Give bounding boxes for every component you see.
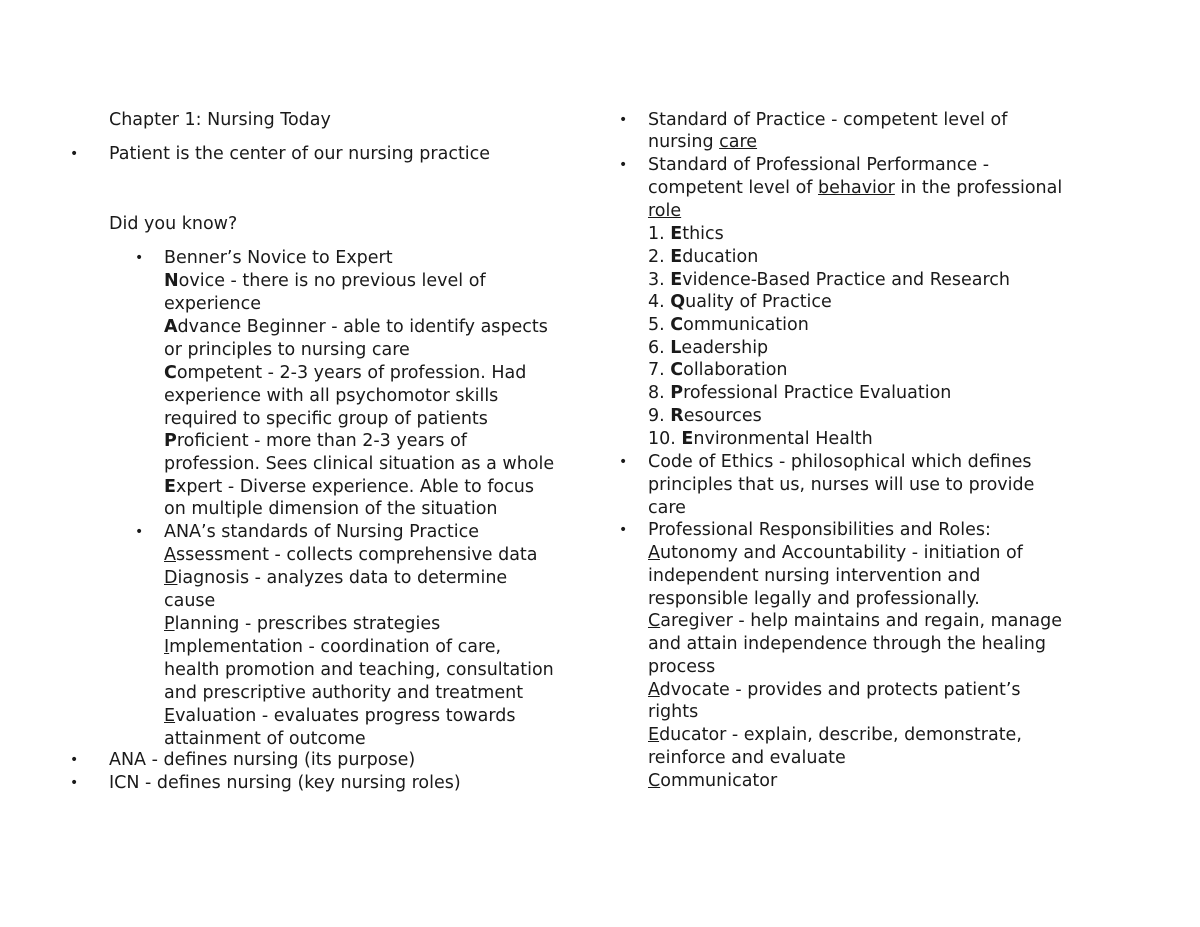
ana-implementation-cont: health promotion and teaching, consultation: [164, 660, 554, 680]
benner-competent-cont2: required to specific group of patients: [164, 409, 488, 429]
ana-implementation-cont2: and prescriptive authority and treatment: [164, 683, 524, 703]
ana-assessment: Assessment - collects comprehensive data: [164, 545, 538, 565]
code-of-ethics: Code of Ethics - philosophical which defines: [648, 452, 1032, 472]
role-caregiver-cont: and attain independence through the healing: [648, 634, 1046, 654]
patient-center-item: Patient is the center of our nursing practice: [109, 144, 491, 164]
role-autonomy-cont: independent nursing intervention and: [648, 566, 981, 586]
bullet-icon: •: [70, 146, 79, 162]
list-item: 9. Resources: [648, 406, 762, 426]
bullet-icon: •: [619, 454, 628, 470]
benner-expert: Expert - Diverse experience. Able to focus: [164, 477, 535, 497]
standard-professional-performance-cont: competent level of behavior in the professional: [648, 178, 1063, 198]
ana-planning: Planning - prescribes strategies: [164, 614, 441, 634]
bullet-icon: •: [619, 157, 628, 173]
role-caregiver-cont2: process: [648, 657, 716, 677]
ana-diagnosis: Diagnosis - analyzes data to determine: [164, 568, 508, 588]
role-advocate-cont: rights: [648, 702, 699, 722]
role-communicator: Communicator: [648, 771, 778, 791]
list-item: 6. Leadership: [648, 338, 769, 358]
professional-roles-title: Professional Responsibilities and Roles:: [648, 520, 991, 540]
list-item: 2. Education: [648, 247, 759, 267]
ana-diagnosis-cont: cause: [164, 591, 216, 611]
list-item: 7. Collaboration: [648, 360, 788, 380]
list-item: 8. Professional Practice Evaluation: [648, 383, 952, 403]
bullet-icon: •: [619, 112, 628, 128]
ana-implementation: Implementation - coordination of care,: [164, 637, 502, 657]
standard-professional-performance-cont2: role: [648, 201, 682, 221]
benner-competent: Competent - 2-3 years of profession. Had: [164, 363, 527, 383]
code-of-ethics-cont: principles that us, nurses will use to provide: [648, 475, 1035, 495]
role-advocate: Advocate - provides and protects patient’s: [648, 680, 1021, 700]
benner-competent-cont: experience with all psychomotor skills: [164, 386, 499, 406]
benner-novice: Novice - there is no previous level of: [164, 271, 486, 291]
bullet-icon: •: [70, 752, 79, 768]
benner-advance-cont: or principles to nursing care: [164, 340, 410, 360]
ana-evaluation: Evaluation - evaluates progress towards: [164, 706, 516, 726]
bullet-icon: •: [135, 524, 144, 540]
list-item: 5. Communication: [648, 315, 809, 335]
benner-proficient: Proficient - more than 2-3 years of: [164, 431, 467, 451]
code-of-ethics-cont2: care: [648, 498, 686, 518]
list-item: 4. Quality of Practice: [648, 292, 832, 312]
ana-standards-title: ANA’s standards of Nursing Practice: [164, 522, 480, 542]
did-you-know-label: Did you know?: [109, 214, 238, 234]
benner-expert-cont: on multiple dimension of the situation: [164, 499, 498, 519]
role-caregiver: Caregiver - help maintains and regain, manage: [648, 611, 1063, 631]
role-autonomy-cont2: responsible legally and professionally.: [648, 589, 980, 609]
benner-title: Benner’s Novice to Expert: [164, 248, 393, 268]
standard-of-practice: Standard of Practice - competent level of: [648, 110, 1008, 130]
benner-advance-beginner: Advance Beginner - able to identify aspects: [164, 317, 548, 337]
ana-defines-item: ANA - defines nursing (its purpose): [109, 750, 416, 770]
chapter-heading: Chapter 1: Nursing Today: [109, 110, 331, 130]
benner-novice-cont: experience: [164, 294, 261, 314]
icn-defines-item: ICN - defines nursing (key nursing roles): [109, 773, 461, 793]
list-item: 10. Environmental Health: [648, 429, 873, 449]
benner-proficient-cont: profession. Sees clinical situation as a whole: [164, 454, 555, 474]
bullet-icon: •: [70, 775, 79, 791]
standard-of-practice-cont: nursing care: [648, 132, 758, 152]
role-educator: Educator - explain, describe, demonstrate,: [648, 725, 1022, 745]
role-autonomy: Autonomy and Accountability - initiation of: [648, 543, 1023, 563]
list-item: 3. Evidence-Based Practice and Research: [648, 270, 1011, 290]
ana-evaluation-cont: attainment of outcome: [164, 729, 366, 749]
bullet-icon: •: [619, 522, 628, 538]
list-item: 1. Ethics: [648, 224, 724, 244]
standard-professional-performance: Standard of Professional Performance -: [648, 155, 990, 175]
role-educator-cont: reinforce and evaluate: [648, 748, 846, 768]
bullet-icon: •: [135, 250, 144, 266]
